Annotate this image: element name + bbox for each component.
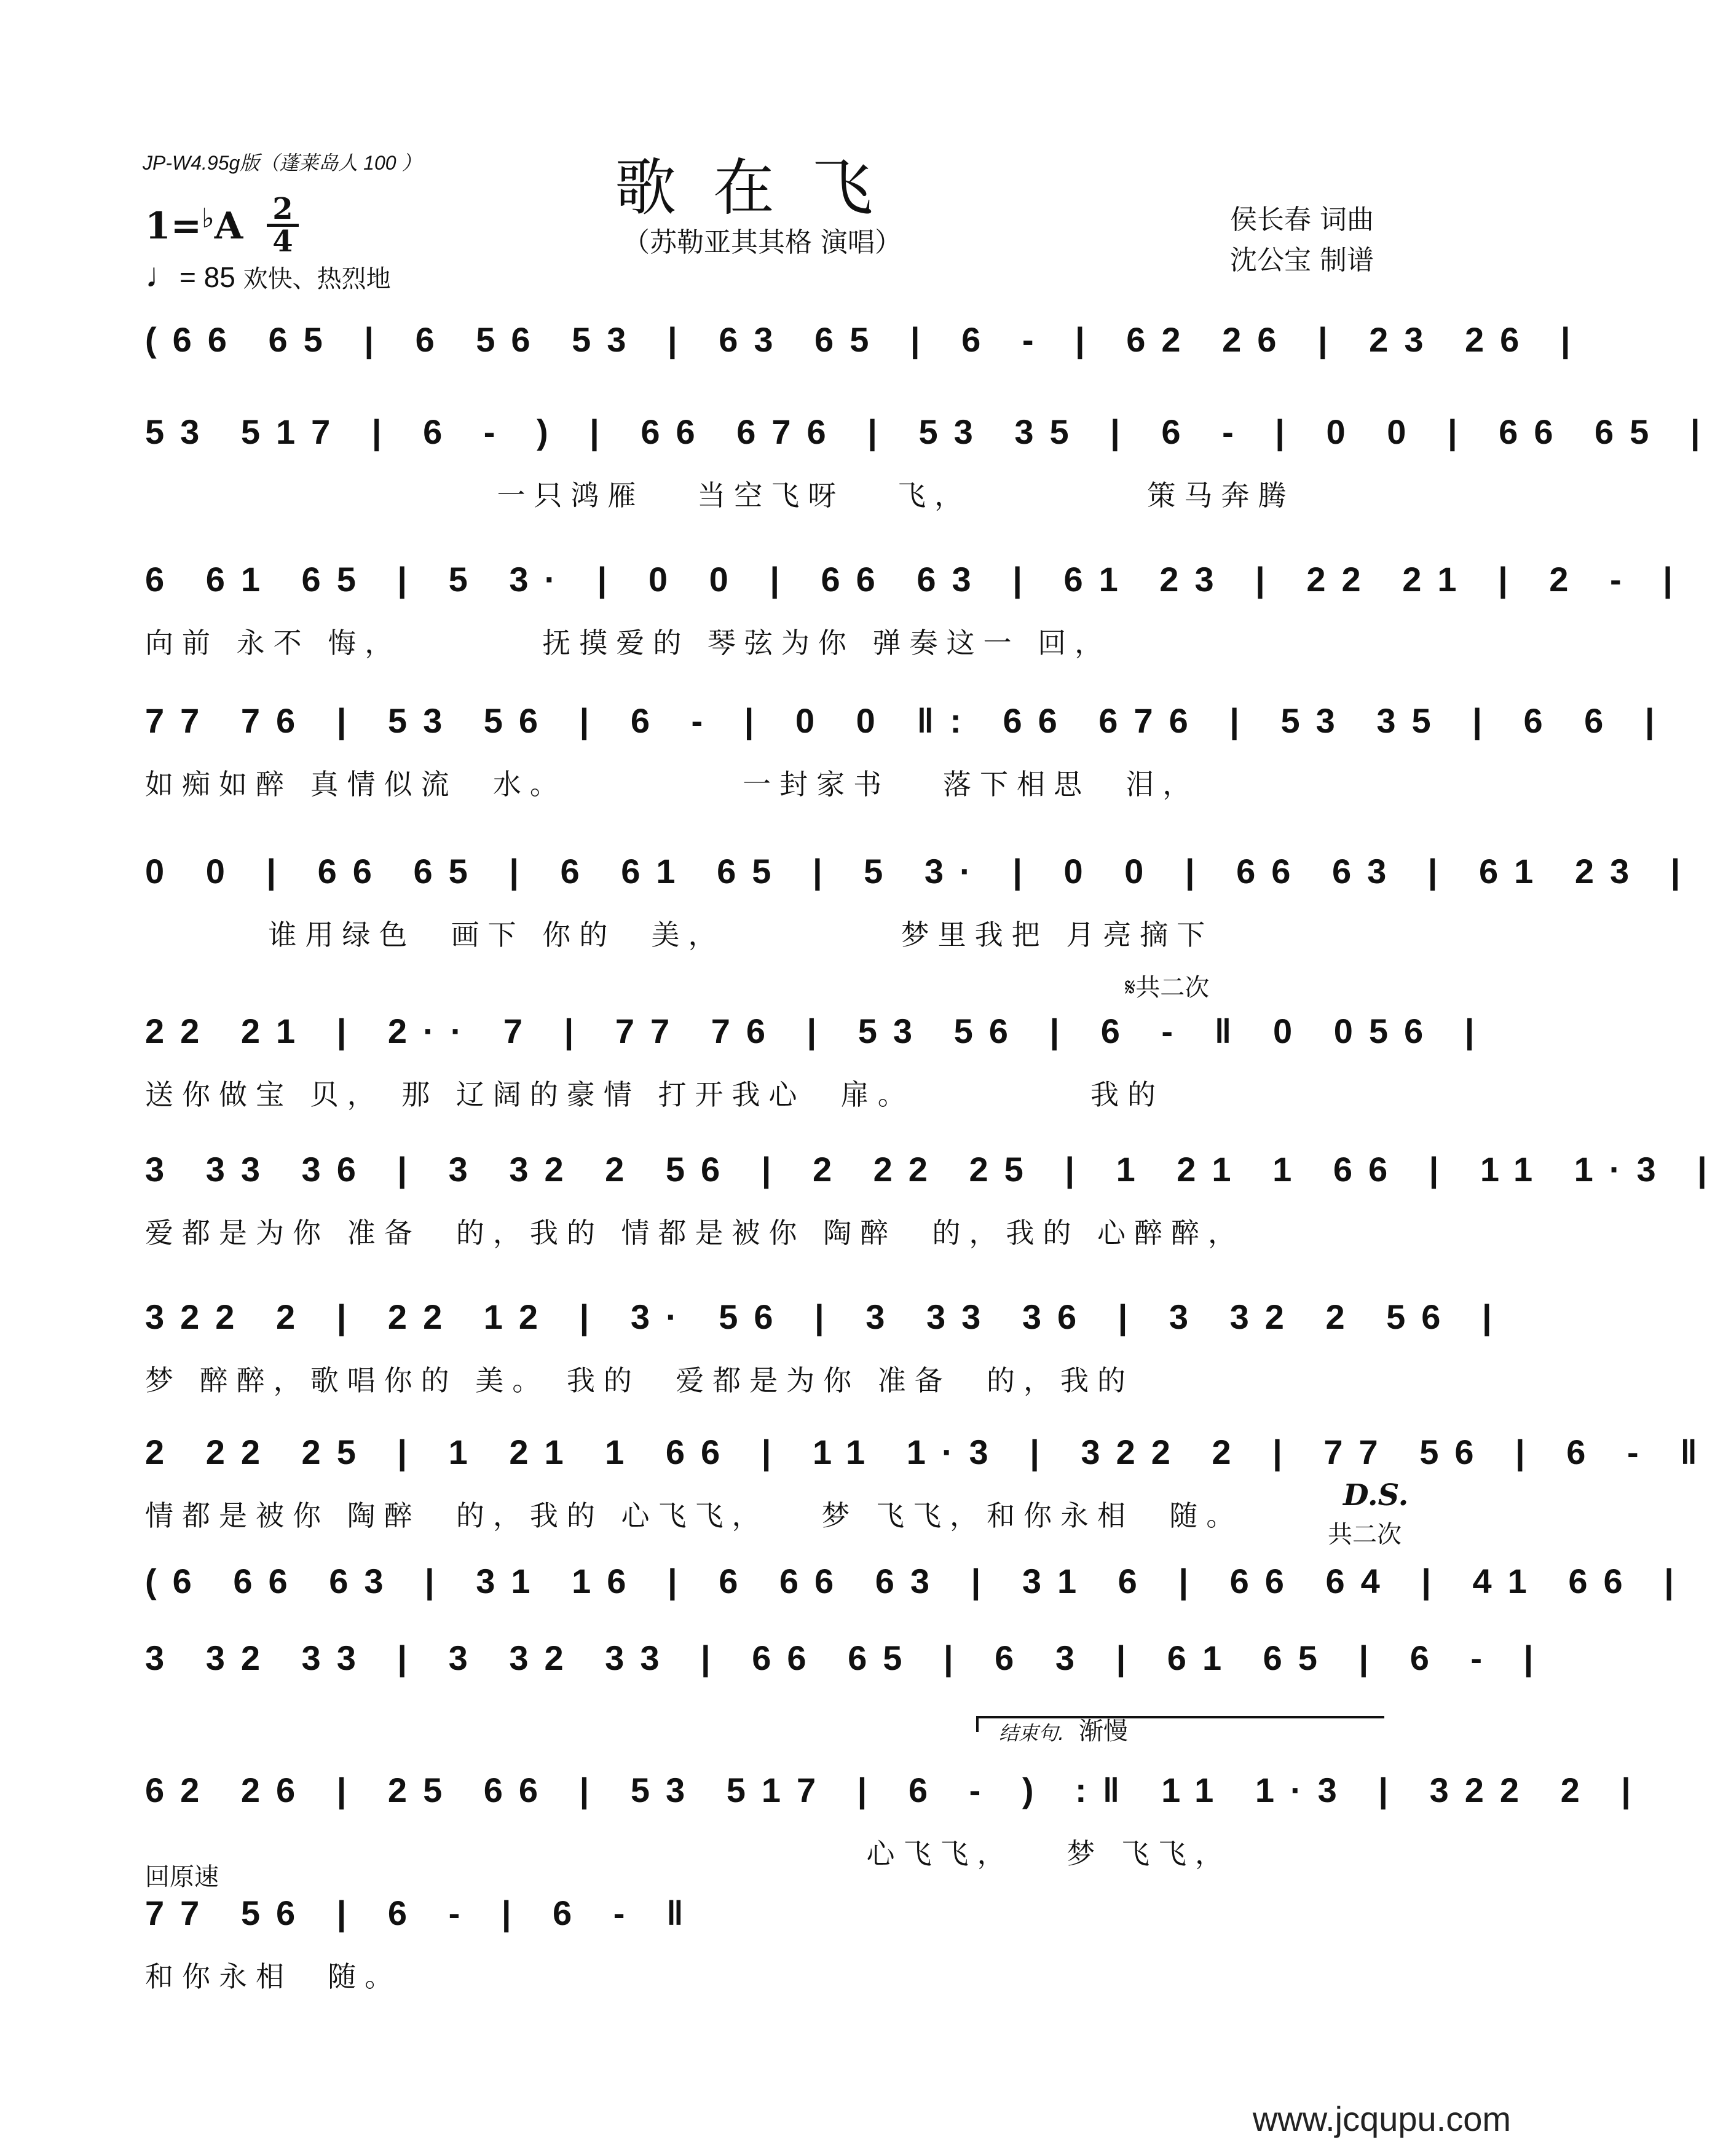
notation-line: 62 26 | 25 66 | 53 517 | 6 - ) :‖ 11 1·3 | 322 2 | (145, 1771, 1647, 1809)
lyrics-line: 心飞飞， 梦 飞飞， (145, 1837, 1232, 1870)
notation-line: 77 56 | 6 - | 6 - ‖ (145, 1894, 700, 1932)
time-signature (264, 192, 301, 259)
meter-top: 2 (272, 192, 293, 226)
notation-line: 3 33 36 | 3 32 2 56 | 2 22 25 | 1 21 1 66 | 11 1·3 | (145, 1150, 1723, 1189)
notation-line: 53 517 | 6 - ) | 66 676 | 53 35 | 6 - | 0 0 | 66 65 | (145, 412, 1716, 451)
key-signature (145, 203, 243, 248)
notation-line: 3 32 33 | 3 32 33 | 66 65 | 6 3 | 61 65 | 6 - | (145, 1639, 1550, 1677)
score-row (145, 701, 1671, 801)
score-row (145, 1893, 1381, 1993)
ending-label: 结束句. (999, 1721, 1065, 1745)
score-row (145, 1561, 1690, 1623)
credit-notation: 沈公宝 制谱 (1230, 245, 1374, 276)
score-row (145, 851, 1697, 951)
meter-bottom: 4 (272, 224, 293, 259)
ritardando-label: 渐慢 (1079, 1717, 1128, 1745)
notation-line: 22 21 | 2·· 7 | 77 76 | 53 56 | 6 - ‖ 0 056 | (145, 1012, 1491, 1050)
score-row (145, 559, 1689, 659)
score-row (145, 412, 1716, 512)
watermark: www.jcqupu.com (1252, 2099, 1511, 2138)
score-row (145, 1149, 1723, 1249)
performer-subtitle: （苏勒亚其其格 演唱） (623, 227, 902, 258)
key-note: A (214, 205, 243, 248)
flat-icon: ♭ (202, 203, 215, 234)
segno-annotation: 𝄋共二次 (1125, 974, 1210, 1002)
lyrics-line: 一只鸿雁 当空飞呀 飞， 策马奔腾 (145, 479, 1295, 512)
lyrics-line: 向前 永不 悔， 抚摸爱的 琴弦为你 弹奏这一 回， (145, 626, 1112, 659)
lyrics-line: 送你做宝 贝， 那 辽阔的豪情 打开我心 扉。 我的 (145, 1078, 1164, 1111)
score-row (145, 1770, 1647, 1870)
lyrics-line: 爱都是为你 准备 的，我的 情都是被你 陶醉 的，我的 心醉醉， (145, 1216, 1245, 1249)
notation-line: 77 76 | 53 56 | 6 - | 0 0 ‖: 66 676 | 53 35 | 6 6 | (145, 701, 1671, 740)
notation-line: 0 0 | 66 65 | 6 61 65 | 5 3· | 0 0 | 66 63 | 61 23 | (145, 852, 1697, 891)
notation-line: 2 22 25 | 1 21 1 66 | 11 1·3 | 322 2 | 77 56 | 6 - ‖ (145, 1433, 1714, 1471)
notation-line: 6 61 65 | 5 3· | 0 0 | 66 63 | 61 23 | 22 21 | 2 - | (145, 560, 1689, 599)
credit-lyrics-music: 侯长春 词曲 (1230, 204, 1374, 235)
score-row (145, 1297, 1508, 1397)
song-title: 歌在飞 (615, 152, 910, 224)
score-row (145, 320, 1587, 381)
credits (1230, 200, 1374, 281)
notation-line: (6 66 63 | 31 16 | 6 66 63 | 31 6 | 66 64 | 41 66 | (145, 1562, 1690, 1600)
tempo-marking (145, 255, 391, 295)
version-label: JP-W4.95g版（蓬莱岛人 100 ） (143, 152, 422, 174)
notation-line: (66 65 | 6 56 53 | 63 65 | 6 - | 62 26 | 23 26 | (145, 320, 1587, 359)
lyrics-line: 如痴如醉 真情似流 水。 一封家书 落下相思 泪， (145, 768, 1200, 801)
score-row (145, 1638, 1550, 1699)
lyrics-line: 情都是被你 陶醉 的，我的 心飞飞， 梦 飞飞，和你永相 随。 (145, 1499, 1244, 1532)
notation-line: 322 2 | 22 12 | 3· 56 | 3 33 36 | 3 32 2 56 | (145, 1297, 1508, 1336)
lyrics-line: 和你永相 随。 (145, 1960, 402, 1993)
a-tempo-label: 回原速 (145, 1863, 219, 1891)
ds-repeat-note: 共二次 (1328, 1521, 1402, 1549)
lyrics-line: 梦 醉醉，歌唱你的 美。 我的 爱都是为你 准备 的，我的 (145, 1364, 1134, 1397)
score-row (145, 1011, 1491, 1111)
tempo-description: 欢快、热烈地 (243, 265, 391, 293)
key-label: 1= (145, 205, 202, 248)
quarter-note-icon: ♩ (145, 256, 179, 294)
tempo-value: = 85 (179, 261, 235, 293)
lyrics-line: 谁用绿色 画下 你的 美， 梦里我把 月亮摘下 (145, 918, 1214, 951)
ds-marking: D.S. (1343, 1478, 1409, 1513)
